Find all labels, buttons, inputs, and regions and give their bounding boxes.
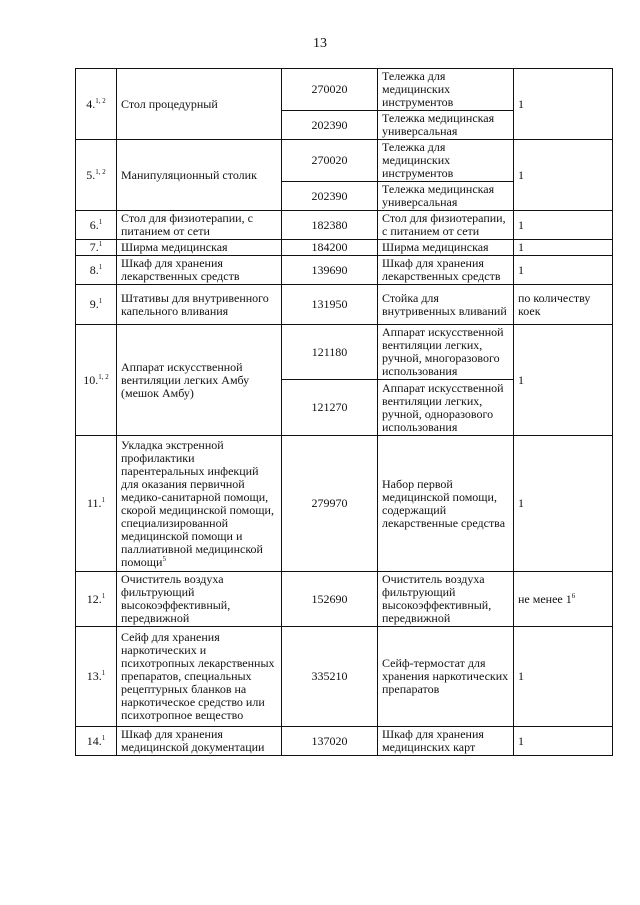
equipment-type-name: Тележка медицинская универсальная [378,111,514,140]
table-row [76,240,613,256]
equipment-type-name: Сейф-термостат для хранения наркотических препаратов [378,627,514,727]
row-number-text: 4. [86,96,96,111]
equipment-name-text: Очиститель воздуха фильтрующий высокоэффективный, передвижной [121,572,231,625]
required-quantity [514,436,613,572]
row-number-text: 6. [89,217,99,232]
row-number-text: 5. [86,167,96,182]
row-number [76,572,117,627]
equipment-type-name: Аппарат искусственной вентиляции легких, ручной, многоразового использования [378,325,514,380]
equipment-code: 202390 [282,182,378,211]
equipment-name [117,325,282,436]
equipment-code: 139690 [282,256,378,285]
row-number-text: 7. [89,240,99,254]
required-quantity [514,256,613,285]
required-quantity-text: 1 [518,669,524,683]
equipment-name [117,627,282,727]
equipment-type-name: Ширма медицинская [378,240,514,256]
required-quantity-text: 1 [518,217,524,232]
table-row [76,325,613,380]
equipment-name [117,240,282,256]
equipment-name [117,727,282,756]
required-quantity-text: не менее 1 [518,591,572,606]
equipment-name-text: Сейф для хранения наркотических и психотропных лекарственных препаратов, специальных рецептурных бланков на наркотическое средство или психотропное вещество [121,630,275,722]
row-number [76,69,117,140]
equipment-code: 137020 [282,727,378,756]
equipment-type-name: Тележка для медицинских инструментов [378,140,514,182]
equipment-code: 279970 [282,436,378,572]
equipment-table [75,68,613,756]
equipment-name-text: Манипуляционный столик [121,167,257,182]
equipment-type-name: Набор первой медицинской помощи, содержащий лекарственные средства [378,436,514,572]
required-quantity [514,211,613,240]
row-number [76,256,117,285]
row-number [76,240,117,256]
row-footnote-mark: 1 [98,262,103,271]
row-number-text: 8. [89,262,99,277]
required-quantity [514,285,613,325]
equipment-code: 270020 [282,69,378,111]
row-footnote-mark: 1, 2 [95,167,106,176]
row-number-text: 10. [83,372,99,387]
equipment-name-text: Укладка экстренной профилактики парентеральных инфекций для оказания первичной медико-санитарной помощи, скорой медицинской помощи, специализированной медицинской помощи и паллиативной медицинской помощи [121,437,274,569]
required-quantity [514,69,613,140]
required-quantity-text: 1 [518,96,524,111]
row-footnote-mark: 1, 2 [98,372,109,381]
table-row [76,69,613,111]
row-footnote-mark: 1 [101,733,106,742]
required-quantity-text: 1 [518,372,524,387]
equipment-type-name: Очиститель воздуха фильтрующий высокоэффективный, передвижной [378,572,514,627]
table-row [76,256,613,285]
required-quantity [514,727,613,756]
equipment-code: 184200 [282,240,378,256]
quantity-footnote-mark: 6 [571,591,576,600]
equipment-name-text: Ширма медицинская [121,240,228,254]
equipment-name [117,572,282,627]
equipment-name [117,256,282,285]
equipment-type-name: Шкаф для хранения медицинских карт [378,727,514,756]
table-row [76,572,613,627]
required-quantity-text: 1 [518,262,524,277]
row-footnote-mark: 1 [98,217,103,226]
equipment-type-name: Стойка для внутривенных вливаний [378,285,514,325]
equipment-name-text: Штативы для внутривенного капельного вливания [121,290,269,318]
row-number-text: 9. [89,297,99,311]
required-quantity-text: 1 [518,240,524,254]
equipment-name [117,69,282,140]
equipment-code: 121180 [282,325,378,380]
equipment-name [117,285,282,325]
equipment-code: 121270 [282,380,378,436]
row-footnote-mark: 1 [101,669,106,677]
row-number [76,285,117,325]
required-quantity [514,627,613,727]
row-number-text: 11. [86,496,102,510]
row-number [76,627,117,727]
row-number [76,140,117,211]
page-number: 13 [313,36,327,51]
table-row [76,285,613,325]
equipment-type-name: Стол для физиотерапии, с питанием от сети [378,211,514,240]
row-number [76,727,117,756]
row-footnote-mark: 1 [98,240,103,248]
equipment-code: 202390 [282,111,378,140]
equipment-code: 131950 [282,285,378,325]
equipment-code: 182380 [282,211,378,240]
row-number-text: 12. [86,591,102,606]
equipment-name [117,436,282,572]
table-row [76,211,613,240]
equipment-type-name: Шкаф для хранения лекарственных средств [378,256,514,285]
required-quantity [514,240,613,256]
row-footnote-mark: 1 [101,591,106,600]
equipment-name-text: Шкаф для хранения лекарственных средств [121,256,240,283]
required-quantity-text: 1 [518,167,524,182]
required-quantity-text: 1 [518,733,524,748]
row-footnote-mark: 1, 2 [95,96,106,105]
required-quantity [514,325,613,436]
equipment-name-text: Стол процедурный [121,96,218,111]
equipment-name [117,211,282,240]
equipment-name-text: Шкаф для хранения медицинской документации [121,727,265,754]
required-quantity-text: 1 [518,496,524,510]
equipment-name [117,140,282,211]
row-number-text: 14. [86,733,102,748]
table-row [76,627,613,727]
row-number [76,436,117,572]
equipment-type-name: Аппарат искусственной вентиляции легких, ручной, одноразового использования [378,380,514,436]
row-number-text: 13. [86,669,102,683]
equipment-code: 152690 [282,572,378,627]
required-quantity [514,572,613,627]
equipment-code: 335210 [282,627,378,727]
row-number [76,211,117,240]
table-row [76,436,613,572]
required-quantity [514,140,613,211]
row-number [76,325,117,436]
row-footnote-mark: 1 [98,297,103,305]
equipment-type-name: Тележка для медицинских инструментов [378,69,514,111]
equipment-code: 270020 [282,140,378,182]
required-quantity-text: по количеству коек [518,290,591,318]
table-row [76,727,613,756]
equipment-name-text: Стол для физиотерапии, с питанием от сети [121,211,253,238]
equipment-type-name: Тележка медицинская универсальная [378,182,514,211]
table-row [76,140,613,182]
name-footnote-mark: 5 [162,554,166,563]
equipment-name-text: Аппарат искусственной вентиляции легких Амбу (мешок Амбу) [121,359,250,400]
row-footnote-mark: 1 [101,496,106,504]
